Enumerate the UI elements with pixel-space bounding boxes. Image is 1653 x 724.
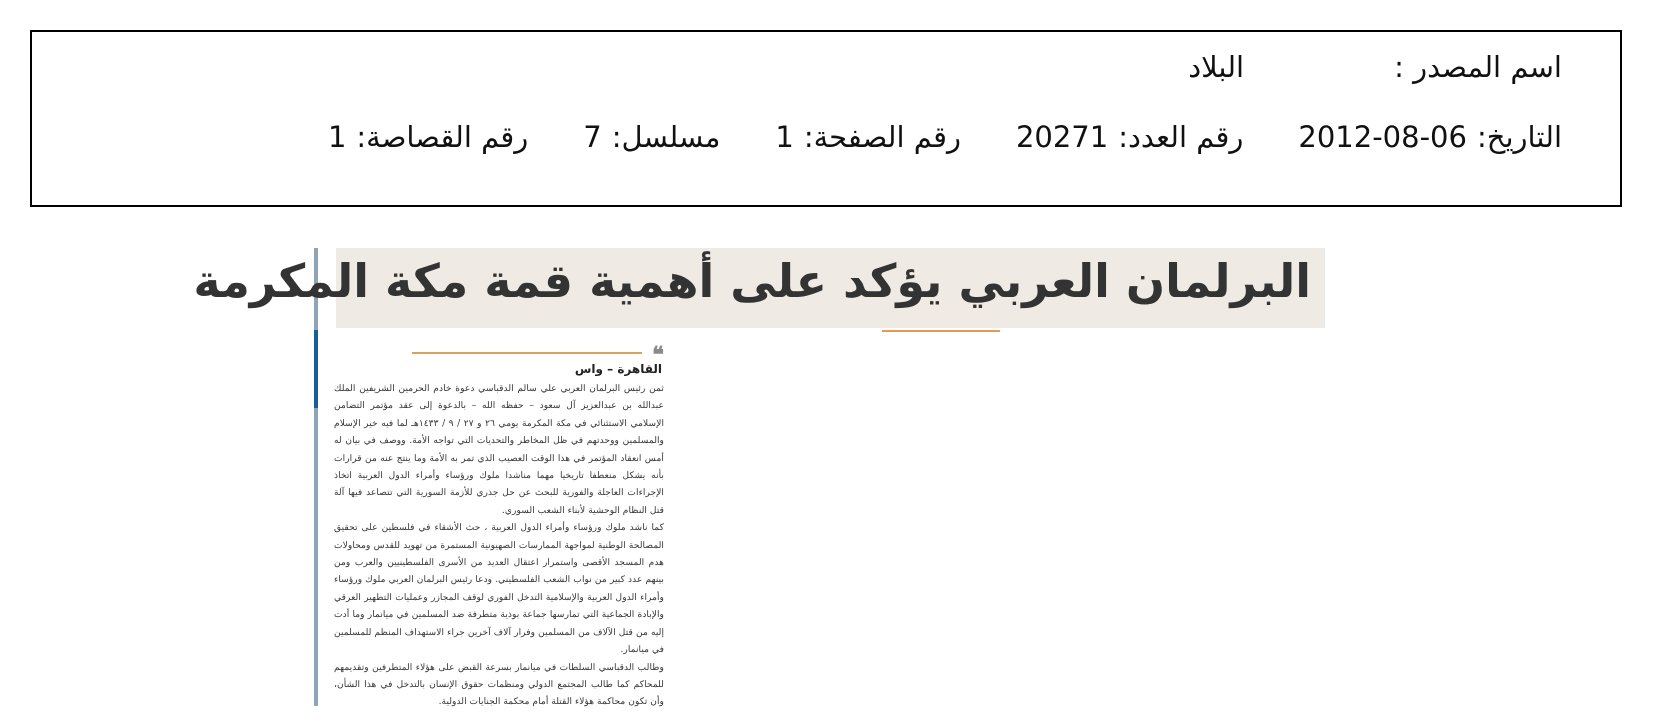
source-row — [52, 50, 1562, 84]
article-paragraph: ثمن رئيس البرلمان العربي علي سالم الدقباسي دعوة خادم الحرمين الشريفين الملك عبدالله بن عبدالعزيز آل سعود – حفظه الله – بالدعوة إلى عقد مؤتمر التضامن الإسلامي الاستثنائي في مكة المكرمة يومي ٢٦ و ٢٧ / ٩ / ١٤٣٣هـ لما فيه خير الإسلام والمسلمين ووحدتهم في ظل المخاطر والتحديات التي تواجه الأمة. ووصف في بيان له أمس انعقاد المؤتمر في هذا الوقت العصيب الذي تمر به الأمة وما ينتج عنه من قرارات بأنه يشكل منعطفا تاريخيا مهما مناشدا ملوك ورؤساء وأمراء الدول العربية اتخاذ الإجراءات العاجلة والفورية للبحث عن حل جذري للأزمة السورية التي تتصاعد فيها آلة قتل النظام الوحشية لأبناء الشعب السوري. — [334, 383, 665, 516]
page-label: رقم الصفحة: — [803, 120, 961, 154]
source-value: البلاد — [1188, 50, 1245, 84]
issue-label: رقم العدد: — [1118, 120, 1244, 154]
article-paragraph: كما ناشد ملوك ورؤساء وأمراء الدول العربية ، حث الأشقاء في فلسطين على تحقيق المصالحة الوطنية لمواجهة الممارسات الصهيونية المستمرة من تهويد للقدس ومحاولات هدم المسجد الأقصى واستمرار اعتقال العديد من الأسرى الفلسطينيين والعرب ومن بينهم عدد كبير من نواب الشعب الفلسطيني. ودعا رئيس البرلمان العربي ملوك ورؤساء وأمراء الدول العربية والإسلامية التدخل الفوري لوقف المجازر وعمليات التطهير العرقي والإبادة الجماعية التي تمارسها جماعة بوذية متطرفة ضد المسلمين في ميانمار وما أدت إليه من قتل الآلاف من المسلمين وفرار آلاف آخرين جراء الاستهداف المنظم للمسلمين في ميانمار. — [334, 522, 664, 656]
clip-label: رقم القصاصة: — [356, 120, 529, 154]
serial-value: 7 — [583, 120, 602, 154]
article-headline: البرلمان العربي يؤكد على أهمية قمة مكة المكرمة — [193, 254, 1311, 308]
article-byline: القاهرة – واس — [574, 362, 662, 376]
date-label: التاريخ: — [1476, 120, 1562, 154]
clipping-left-rule — [314, 248, 318, 706]
page-value: 1 — [775, 120, 794, 154]
article-paragraph: وطالب الدقباسي السلطات في ميانمار بسرعة القبض على هؤلاء المتطرفين وتقديمهم للمحاكم كما طالب المجتمع الدولي ومنظمات حقوق الإنسان بالتدخل في هذا الشأن، وأن تكون محاكمة هؤلاء القتلة أمام محكمة الجنايات الدولية. — [334, 661, 664, 708]
date-value: 2012-08-06 — [1298, 120, 1467, 154]
article-body — [334, 380, 664, 711]
serial-label: مسلسل: — [611, 120, 721, 154]
date-field — [1298, 120, 1562, 154]
clip-value: 1 — [327, 120, 347, 154]
source-label: اسم المصدر : — [1394, 50, 1562, 84]
quote-icon: ❝ — [652, 342, 664, 368]
headline-underline — [882, 330, 1000, 332]
byline-row — [334, 342, 664, 376]
byline-rule — [412, 352, 642, 354]
clipping-rule-accent — [314, 330, 318, 408]
serial-field — [583, 120, 720, 154]
metadata-row — [52, 120, 1562, 154]
article-body-column — [334, 342, 665, 711]
page-field — [775, 120, 961, 154]
source-info-box — [30, 30, 1622, 207]
clip-field — [328, 120, 528, 154]
issue-value: 20271 — [1015, 120, 1109, 154]
issue-field — [1016, 120, 1243, 154]
headline-band — [193, 248, 1325, 328]
